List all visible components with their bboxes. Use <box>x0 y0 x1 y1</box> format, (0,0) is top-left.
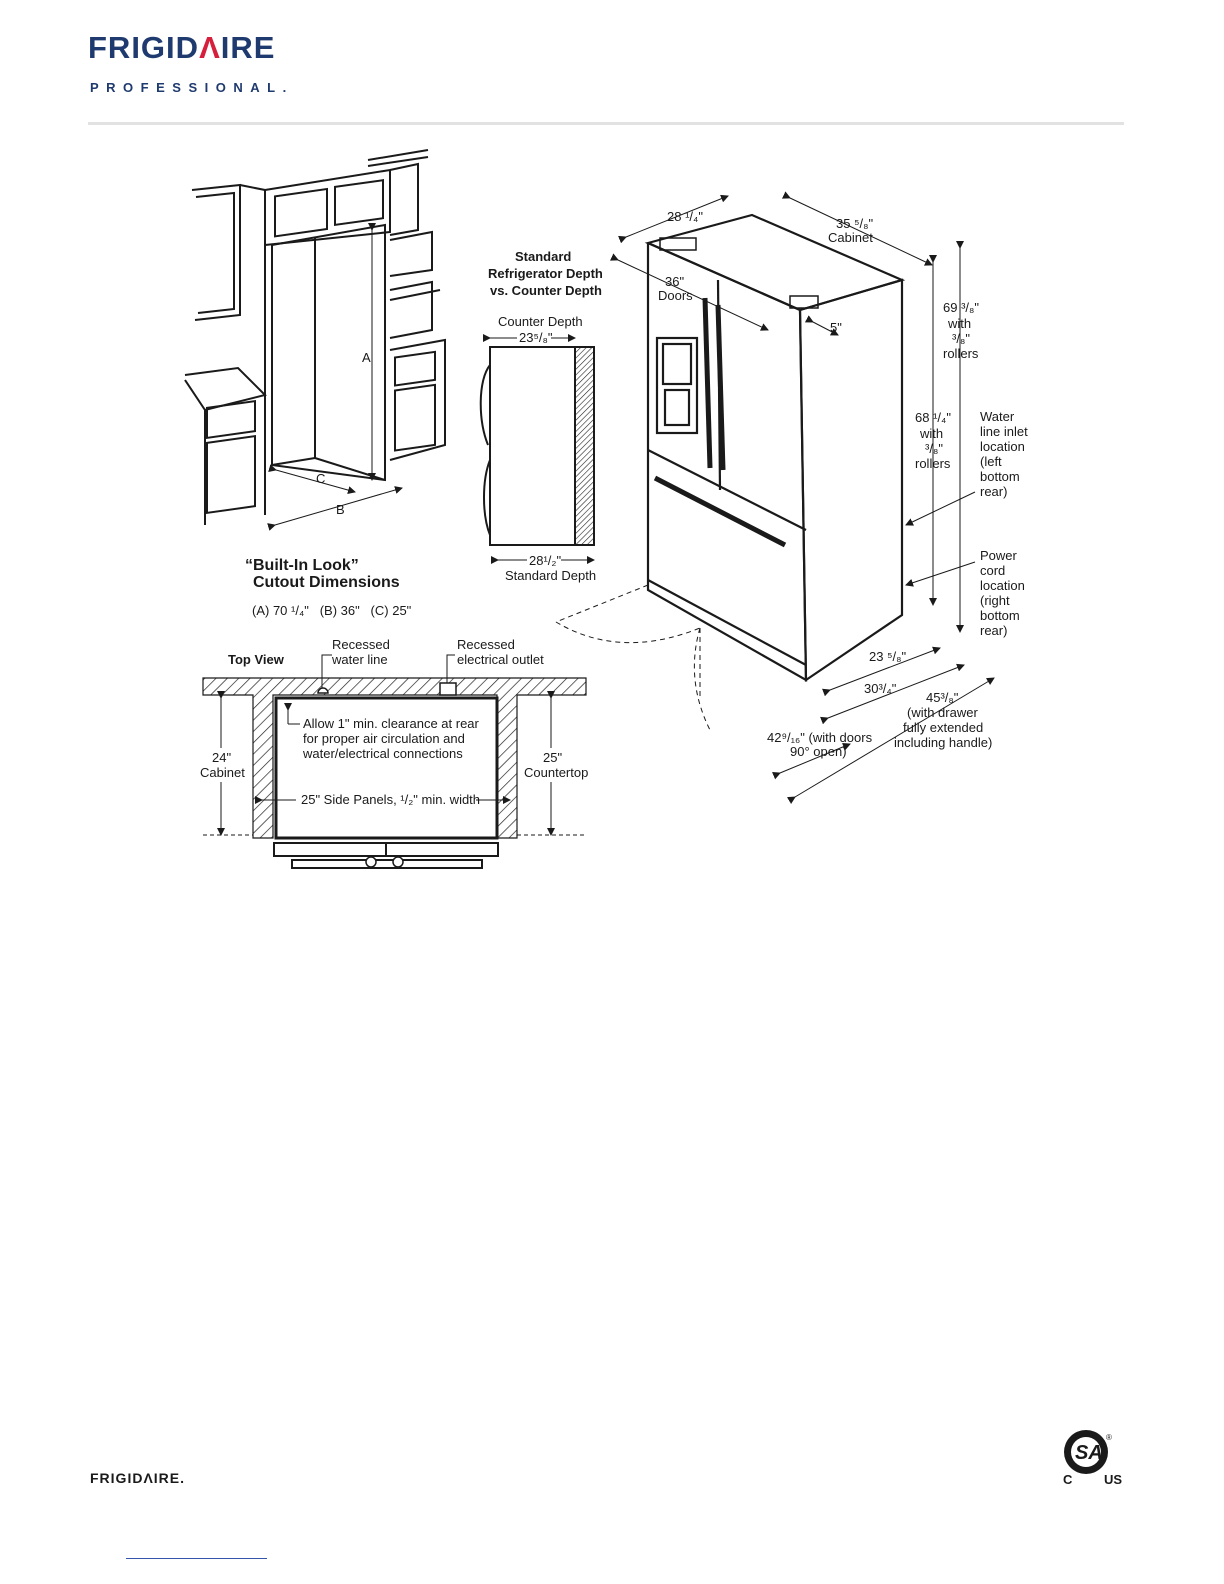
height1-frac: ³/₈" <box>952 331 970 346</box>
builtin-cabinet-illustration <box>185 150 445 525</box>
top-cabinet-value: 24" <box>212 750 232 765</box>
height1-value: 69 ³/₈" <box>943 300 980 315</box>
power-cord-note <box>980 548 1025 638</box>
depth-d3-line2: fully extended <box>903 720 984 735</box>
clearance-note-line3: water/electrical connections <box>303 746 463 761</box>
water-note-line: line inlet <box>980 424 1028 439</box>
standard-depth-value: 28¹/₂" <box>529 553 562 568</box>
csa-certification-icon <box>1058 1428 1128 1490</box>
csa-mark-text: SA <box>1075 1442 1103 1464</box>
doors-depth-value: 36" <box>665 274 685 289</box>
standard-depth-label: Standard Depth <box>505 568 597 583</box>
power-note-line: Power <box>980 548 1017 563</box>
builtin-title-line1: “Built-In Look” <box>245 557 359 574</box>
depth-d4-line2: 90° open) <box>790 744 847 759</box>
builtin-dimensions: (A) 70 ¹/₄" (B) 36" (C) 25" <box>252 603 412 618</box>
depth-d3-value: 45³/₈" <box>926 690 959 705</box>
water-line-label2: water line <box>332 652 388 667</box>
brand-prefix: FRIGID <box>88 30 200 65</box>
top-countertop-value: 25" <box>543 750 563 765</box>
side-profile-fridge <box>481 347 594 545</box>
top-cabinet-label: Cabinet <box>200 765 245 780</box>
top-view-plan <box>203 655 589 868</box>
door-gap-value: 5" <box>830 320 842 335</box>
water-note-line: rear) <box>980 484 1008 499</box>
counter-depth-value: 23⁵/₈" <box>519 330 553 345</box>
outlet-label2: electrical outlet <box>457 652 544 667</box>
depth-d4-value: 42⁹/₁₆" (with doors <box>767 730 873 745</box>
cabinet-depth-label: Cabinet <box>828 230 873 245</box>
depth-d2-value: 30³/₄" <box>864 681 897 696</box>
water-note-line: (left <box>980 454 1002 469</box>
water-line-label1: Recessed <box>332 637 390 652</box>
height2-value: 68 ¹/₄" <box>915 410 951 425</box>
water-note-line: location <box>980 439 1025 454</box>
depth-d3-line1: (with drawer <box>907 705 978 720</box>
power-note-line: rear) <box>980 623 1008 638</box>
power-note-line: cord <box>980 563 1006 578</box>
counter-depth-label: Counter Depth <box>498 314 583 329</box>
water-note-line: Water <box>980 409 1015 424</box>
builtin-title-line2: Cutout Dimensions <box>253 574 400 591</box>
doors-depth-label: Doors <box>658 288 693 303</box>
footer-link-underline <box>126 1558 267 1559</box>
dim-label-b: B <box>336 502 345 517</box>
water-note-line: bottom <box>980 469 1020 484</box>
brand-subtitle: PROFESSIONAL. <box>90 80 294 95</box>
height2-frac: ³/₈" <box>925 441 943 456</box>
dim-label-c: C <box>316 471 326 486</box>
depth-title-line3: vs. Counter Depth <box>490 283 602 298</box>
depth-title-line1: Standard <box>515 249 572 264</box>
csa-us-label: US <box>1104 1472 1123 1487</box>
depth-title-line2: Refrigerator Depth <box>488 266 603 281</box>
door-swing-arcs <box>556 585 710 730</box>
dim-label-a: A <box>362 350 371 365</box>
power-note-line: bottom <box>980 608 1020 623</box>
outlet-label1: Recessed <box>457 637 515 652</box>
top-view-title: Top View <box>228 652 284 667</box>
brand-suffix: IRE <box>220 30 276 65</box>
depth-d3-line3: including handle) <box>894 735 993 750</box>
brand-triangle-icon: Λ <box>199 30 221 65</box>
side-panels-note: 25" Side Panels, ¹/₂" min. width <box>301 792 481 807</box>
power-note-line: (right <box>980 593 1010 608</box>
water-line-note <box>980 409 1028 499</box>
height1-rollers: rollers <box>943 346 979 361</box>
clearance-note-line2: for proper air circulation and <box>303 731 465 746</box>
fridge-illustration <box>648 215 902 680</box>
height1-with: with <box>948 316 972 331</box>
cabinet-depth-value: 35 ⁵/₈" <box>836 216 874 231</box>
height2-with: with <box>920 426 944 441</box>
clearance-note-line1: Allow 1" min. clearance at rear <box>303 716 479 731</box>
svg-text:®: ® <box>1106 1433 1112 1442</box>
height2-rollers: rollers <box>915 456 951 471</box>
depth-d1-value: 23 ⁵/₈" <box>869 649 907 664</box>
fridge-width-top: 28 ¹/₄" <box>667 209 703 224</box>
footer-brand-logo: FRIGIDΛIRE. <box>90 1470 186 1486</box>
csa-c-label: C <box>1063 1472 1073 1487</box>
power-note-line: location <box>980 578 1025 593</box>
top-countertop-label: Countertop <box>524 765 589 780</box>
